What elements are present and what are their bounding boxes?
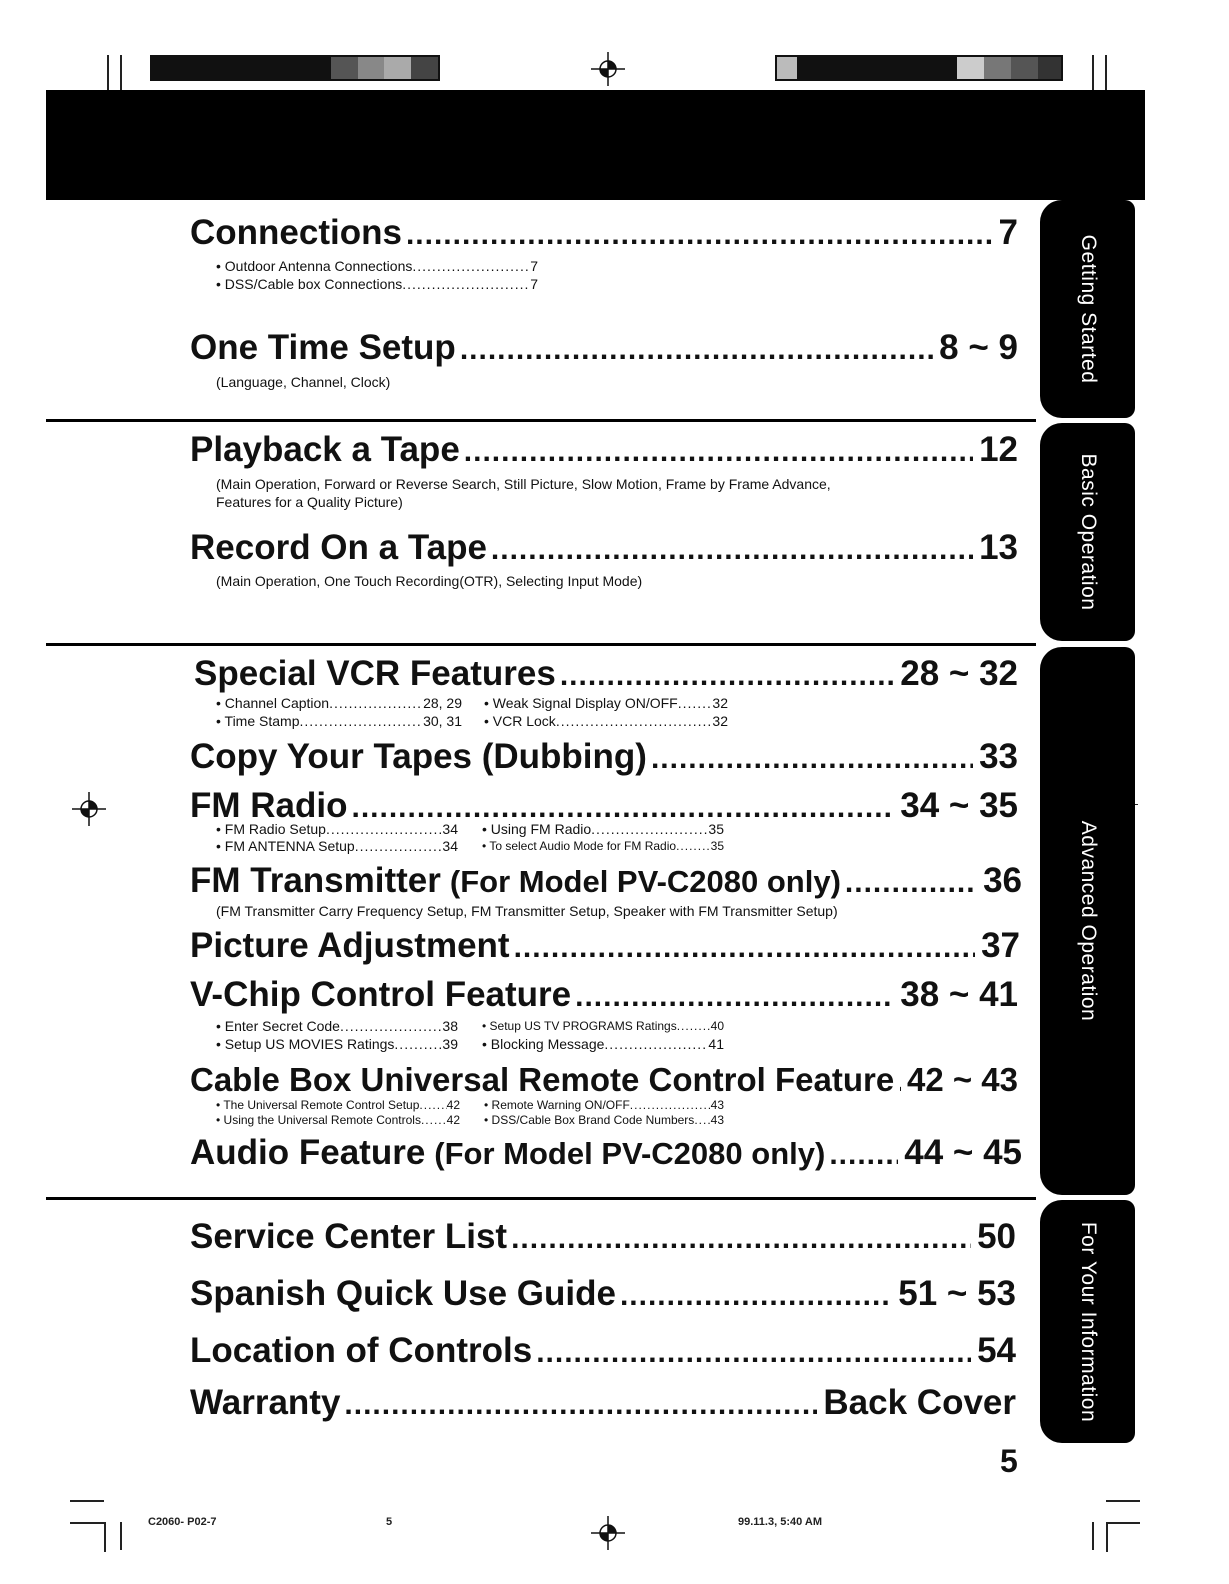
section-divider <box>46 419 1036 422</box>
toc-entry-vchip[interactable] <box>190 975 1018 1015</box>
section-divider <box>46 643 1036 646</box>
subentry-page: 41 <box>708 1036 724 1052</box>
entry-page: 34 ~ 35 <box>900 786 1018 825</box>
subentry-label: • Time Stamp <box>216 713 300 729</box>
dot-leader <box>464 435 973 469</box>
entry-page: 8 ~ 9 <box>939 328 1018 367</box>
subentry-label: • To select Audio Mode for FM Radio <box>482 839 677 853</box>
tab-label: For Your Information <box>1076 1221 1100 1422</box>
subentry-label: • DSS/Cable Box Brand Code Numbers <box>484 1113 695 1127</box>
subentry-page: 34 <box>442 821 458 837</box>
entry-page: 44 ~ 45 <box>904 1133 1022 1172</box>
header-band <box>46 90 1145 200</box>
toc-subentry[interactable] <box>216 838 458 855</box>
dot-leader <box>536 1336 971 1370</box>
subentry-page: 28, 29 <box>423 695 462 711</box>
entry-description: Features for a Quality Picture) <box>216 494 403 510</box>
dot-leader <box>412 258 530 275</box>
dot-leader <box>604 1036 708 1053</box>
toc-entry-audio[interactable] <box>190 1133 1022 1173</box>
dot-leader <box>491 533 973 567</box>
subentry-label: • VCR Lock <box>484 713 556 729</box>
toc-entry-connections[interactable] <box>190 213 1018 253</box>
toc-entry-cable-box[interactable] <box>190 1061 1018 1099</box>
toc-subentry[interactable] <box>216 1036 458 1053</box>
entry-title-note: (For Model PV-C2080 only) <box>449 864 841 899</box>
entry-title: Record On a Tape <box>190 528 487 567</box>
dot-leader <box>556 713 713 730</box>
subentry-page: 38 <box>442 1018 458 1034</box>
entry-page: 54 <box>977 1331 1016 1370</box>
entry-page: 33 <box>979 737 1018 776</box>
page-number: 5 <box>1000 1443 1018 1479</box>
toc-entry-warranty[interactable] <box>190 1383 1016 1423</box>
entry-description: (FM Transmitter Carry Frequency Setup, FM Transmitter Setup, Speaker with FM Transmitter Setup) <box>216 903 838 919</box>
subentry-page: 32 <box>712 713 728 729</box>
subentry-page: 35 <box>708 821 724 837</box>
registration-mark-icon <box>591 52 625 86</box>
entry-title: FM Radio <box>190 786 348 825</box>
entry-description: (Main Operation, One Touch Recording(OTR), Selecting Input Mode) <box>216 573 643 589</box>
registration-mark-icon <box>591 1516 625 1550</box>
entry-page: 50 <box>977 1217 1016 1256</box>
toc-entry-picture-adjustment[interactable] <box>190 926 1020 966</box>
entry-title: Connections <box>190 213 402 252</box>
entry-title: Warranty <box>190 1383 341 1422</box>
subentry-label: • Outdoor Antenna Connections <box>216 258 413 274</box>
subentry-label: • DSS/Cable box Connections <box>216 276 403 292</box>
subentry-label: • Using the Universal Remote Controls <box>216 1113 421 1127</box>
toc-entry-service-center[interactable] <box>190 1217 1016 1257</box>
dot-leader <box>299 713 423 730</box>
subentry-page: 35 <box>710 839 724 853</box>
subentry-label: • FM ANTENNA Setup <box>216 838 355 854</box>
subentry-page: 34 <box>442 838 458 854</box>
tab-advanced-operation[interactable] <box>1040 647 1135 1195</box>
dot-leader <box>575 980 894 1014</box>
entry-page: 37 <box>981 926 1020 965</box>
subentry-page: 7 <box>530 276 538 292</box>
dot-leader <box>326 821 442 838</box>
section-divider <box>46 1197 1036 1200</box>
entry-title: One Time Setup <box>190 328 456 367</box>
dot-leader <box>845 866 977 900</box>
toc-subentry[interactable] <box>216 258 538 275</box>
subentry-label: • Blocking Message <box>482 1036 605 1052</box>
entry-title: Audio Feature <box>190 1133 426 1172</box>
toc-subentry[interactable] <box>216 1018 458 1035</box>
dot-leader <box>651 742 973 776</box>
toc-entry-playback[interactable] <box>190 430 1018 470</box>
toc-entry-record[interactable] <box>190 528 1018 568</box>
subentry-page: 39 <box>442 1036 458 1052</box>
toc-subentry[interactable] <box>484 713 728 730</box>
dot-leader <box>511 1222 971 1256</box>
dot-leader <box>406 218 993 252</box>
toc-entry-fm-radio[interactable] <box>190 786 1018 826</box>
entry-page: 28 ~ 32 <box>900 654 1018 693</box>
entry-description: (Language, Channel, Clock) <box>216 374 391 390</box>
dot-leader <box>344 1388 817 1422</box>
toc-entry-one-time-setup[interactable] <box>190 328 1018 368</box>
toc-entry-location-controls[interactable] <box>190 1331 1016 1371</box>
toc-subentry[interactable] <box>482 821 724 838</box>
entry-title: Picture Adjustment <box>190 926 510 965</box>
toc-subentry[interactable] <box>484 1112 724 1129</box>
toc-subentry[interactable] <box>216 276 538 293</box>
tab-label: Basic Operation <box>1076 453 1100 611</box>
entry-title: Special VCR Features <box>194 654 556 693</box>
dot-leader <box>351 791 894 825</box>
subentry-label: • Setup US TV PROGRAMS Ratings <box>482 1019 677 1033</box>
subentry-page: 43 <box>710 1113 724 1127</box>
subentry-page: 30, 31 <box>423 713 462 729</box>
subentry-page: 42 <box>446 1098 460 1112</box>
color-calibration-bar-right <box>775 55 1063 81</box>
entry-title: V-Chip Control Feature <box>190 975 572 1014</box>
dot-leader <box>898 1066 901 1098</box>
dot-leader <box>560 659 894 693</box>
dot-leader <box>591 821 708 838</box>
dot-leader <box>514 931 975 965</box>
entry-page: Back Cover <box>823 1383 1016 1422</box>
subentry-label: • Setup US MOVIES Ratings <box>216 1036 395 1052</box>
dot-leader <box>677 1018 711 1035</box>
subentry-label: • Weak Signal Display ON/OFF <box>484 695 678 711</box>
entry-page: 36 <box>983 861 1022 900</box>
toc-subentry[interactable] <box>216 1112 460 1129</box>
dot-leader <box>355 838 443 855</box>
dot-leader <box>329 695 423 712</box>
toc-entry-copy-tapes[interactable] <box>190 737 1018 777</box>
toc-entry-fm-transmitter[interactable] <box>190 861 1022 901</box>
dot-leader <box>676 838 711 855</box>
entry-title: Cable Box Universal Remote Control Feature <box>190 1061 895 1098</box>
dot-leader <box>678 695 713 712</box>
toc-subentry[interactable] <box>216 695 462 712</box>
dot-leader <box>394 1036 442 1053</box>
entry-page: 38 ~ 41 <box>900 975 1018 1014</box>
subentry-label: • Using FM Radio <box>482 821 592 837</box>
subentry-label: • Channel Caption <box>216 695 330 711</box>
subentry-label: • FM Radio Setup <box>216 821 326 837</box>
subentry-label: • Enter Secret Code <box>216 1018 340 1034</box>
entry-title: FM Transmitter <box>190 861 441 900</box>
entry-page: 42 ~ 43 <box>906 1061 1018 1098</box>
toc-subentry[interactable] <box>216 821 458 838</box>
entry-title: Service Center List <box>190 1217 508 1256</box>
footer-timestamp: 99.11.3, 5:40 AM <box>738 1516 822 1528</box>
toc-entry-special-vcr[interactable] <box>194 654 1018 694</box>
dot-leader <box>620 1279 892 1313</box>
entry-page: 12 <box>979 430 1018 469</box>
subentry-page: 42 <box>446 1113 460 1127</box>
tab-for-your-information[interactable] <box>1040 1200 1135 1443</box>
dot-leader <box>402 276 530 293</box>
registration-mark-icon <box>72 792 106 826</box>
color-calibration-bar-left <box>150 55 440 81</box>
toc-subentry[interactable] <box>482 1018 724 1035</box>
subentry-label: • Remote Warning ON/OFF <box>484 1098 630 1112</box>
entry-title: Location of Controls <box>190 1331 533 1370</box>
entry-page: 51 ~ 53 <box>898 1274 1016 1313</box>
entry-title: Playback a Tape <box>190 430 460 469</box>
dot-leader <box>421 1112 447 1129</box>
subentry-label: • The Universal Remote Control Setup <box>216 1098 420 1112</box>
entry-page: 13 <box>979 528 1018 567</box>
toc-subentry[interactable] <box>482 838 724 855</box>
subentry-page: 7 <box>530 258 538 274</box>
tab-basic-operation[interactable] <box>1040 423 1135 641</box>
dot-leader <box>340 1018 442 1035</box>
toc-subentry[interactable] <box>484 695 728 712</box>
toc-subentry[interactable] <box>482 1036 724 1053</box>
dot-leader <box>829 1138 898 1172</box>
tab-label: Getting Started <box>1076 234 1100 384</box>
dot-leader <box>694 1112 710 1129</box>
tab-label: Advanced Operation <box>1076 820 1100 1022</box>
toc-entry-spanish-guide[interactable] <box>190 1274 1016 1314</box>
entry-description: (Main Operation, Forward or Reverse Search, Still Picture, Slow Motion, Frame by Frame Advance, <box>216 476 831 492</box>
dot-leader <box>460 333 933 367</box>
footer-code: C2060- P02-7 <box>148 1516 217 1528</box>
toc-subentry[interactable] <box>216 713 462 730</box>
subentry-page: 32 <box>712 695 728 711</box>
entry-page: 7 <box>998 213 1018 252</box>
footer-page: 5 <box>386 1516 393 1528</box>
entry-title: Spanish Quick Use Guide <box>190 1274 616 1313</box>
entry-title-note: (For Model PV-C2080 only) <box>434 1136 826 1171</box>
subentry-page: 43 <box>710 1098 724 1112</box>
entry-title: Copy Your Tapes (Dubbing) <box>190 737 647 776</box>
tab-getting-started[interactable] <box>1040 200 1135 418</box>
subentry-page: 40 <box>710 1019 724 1033</box>
